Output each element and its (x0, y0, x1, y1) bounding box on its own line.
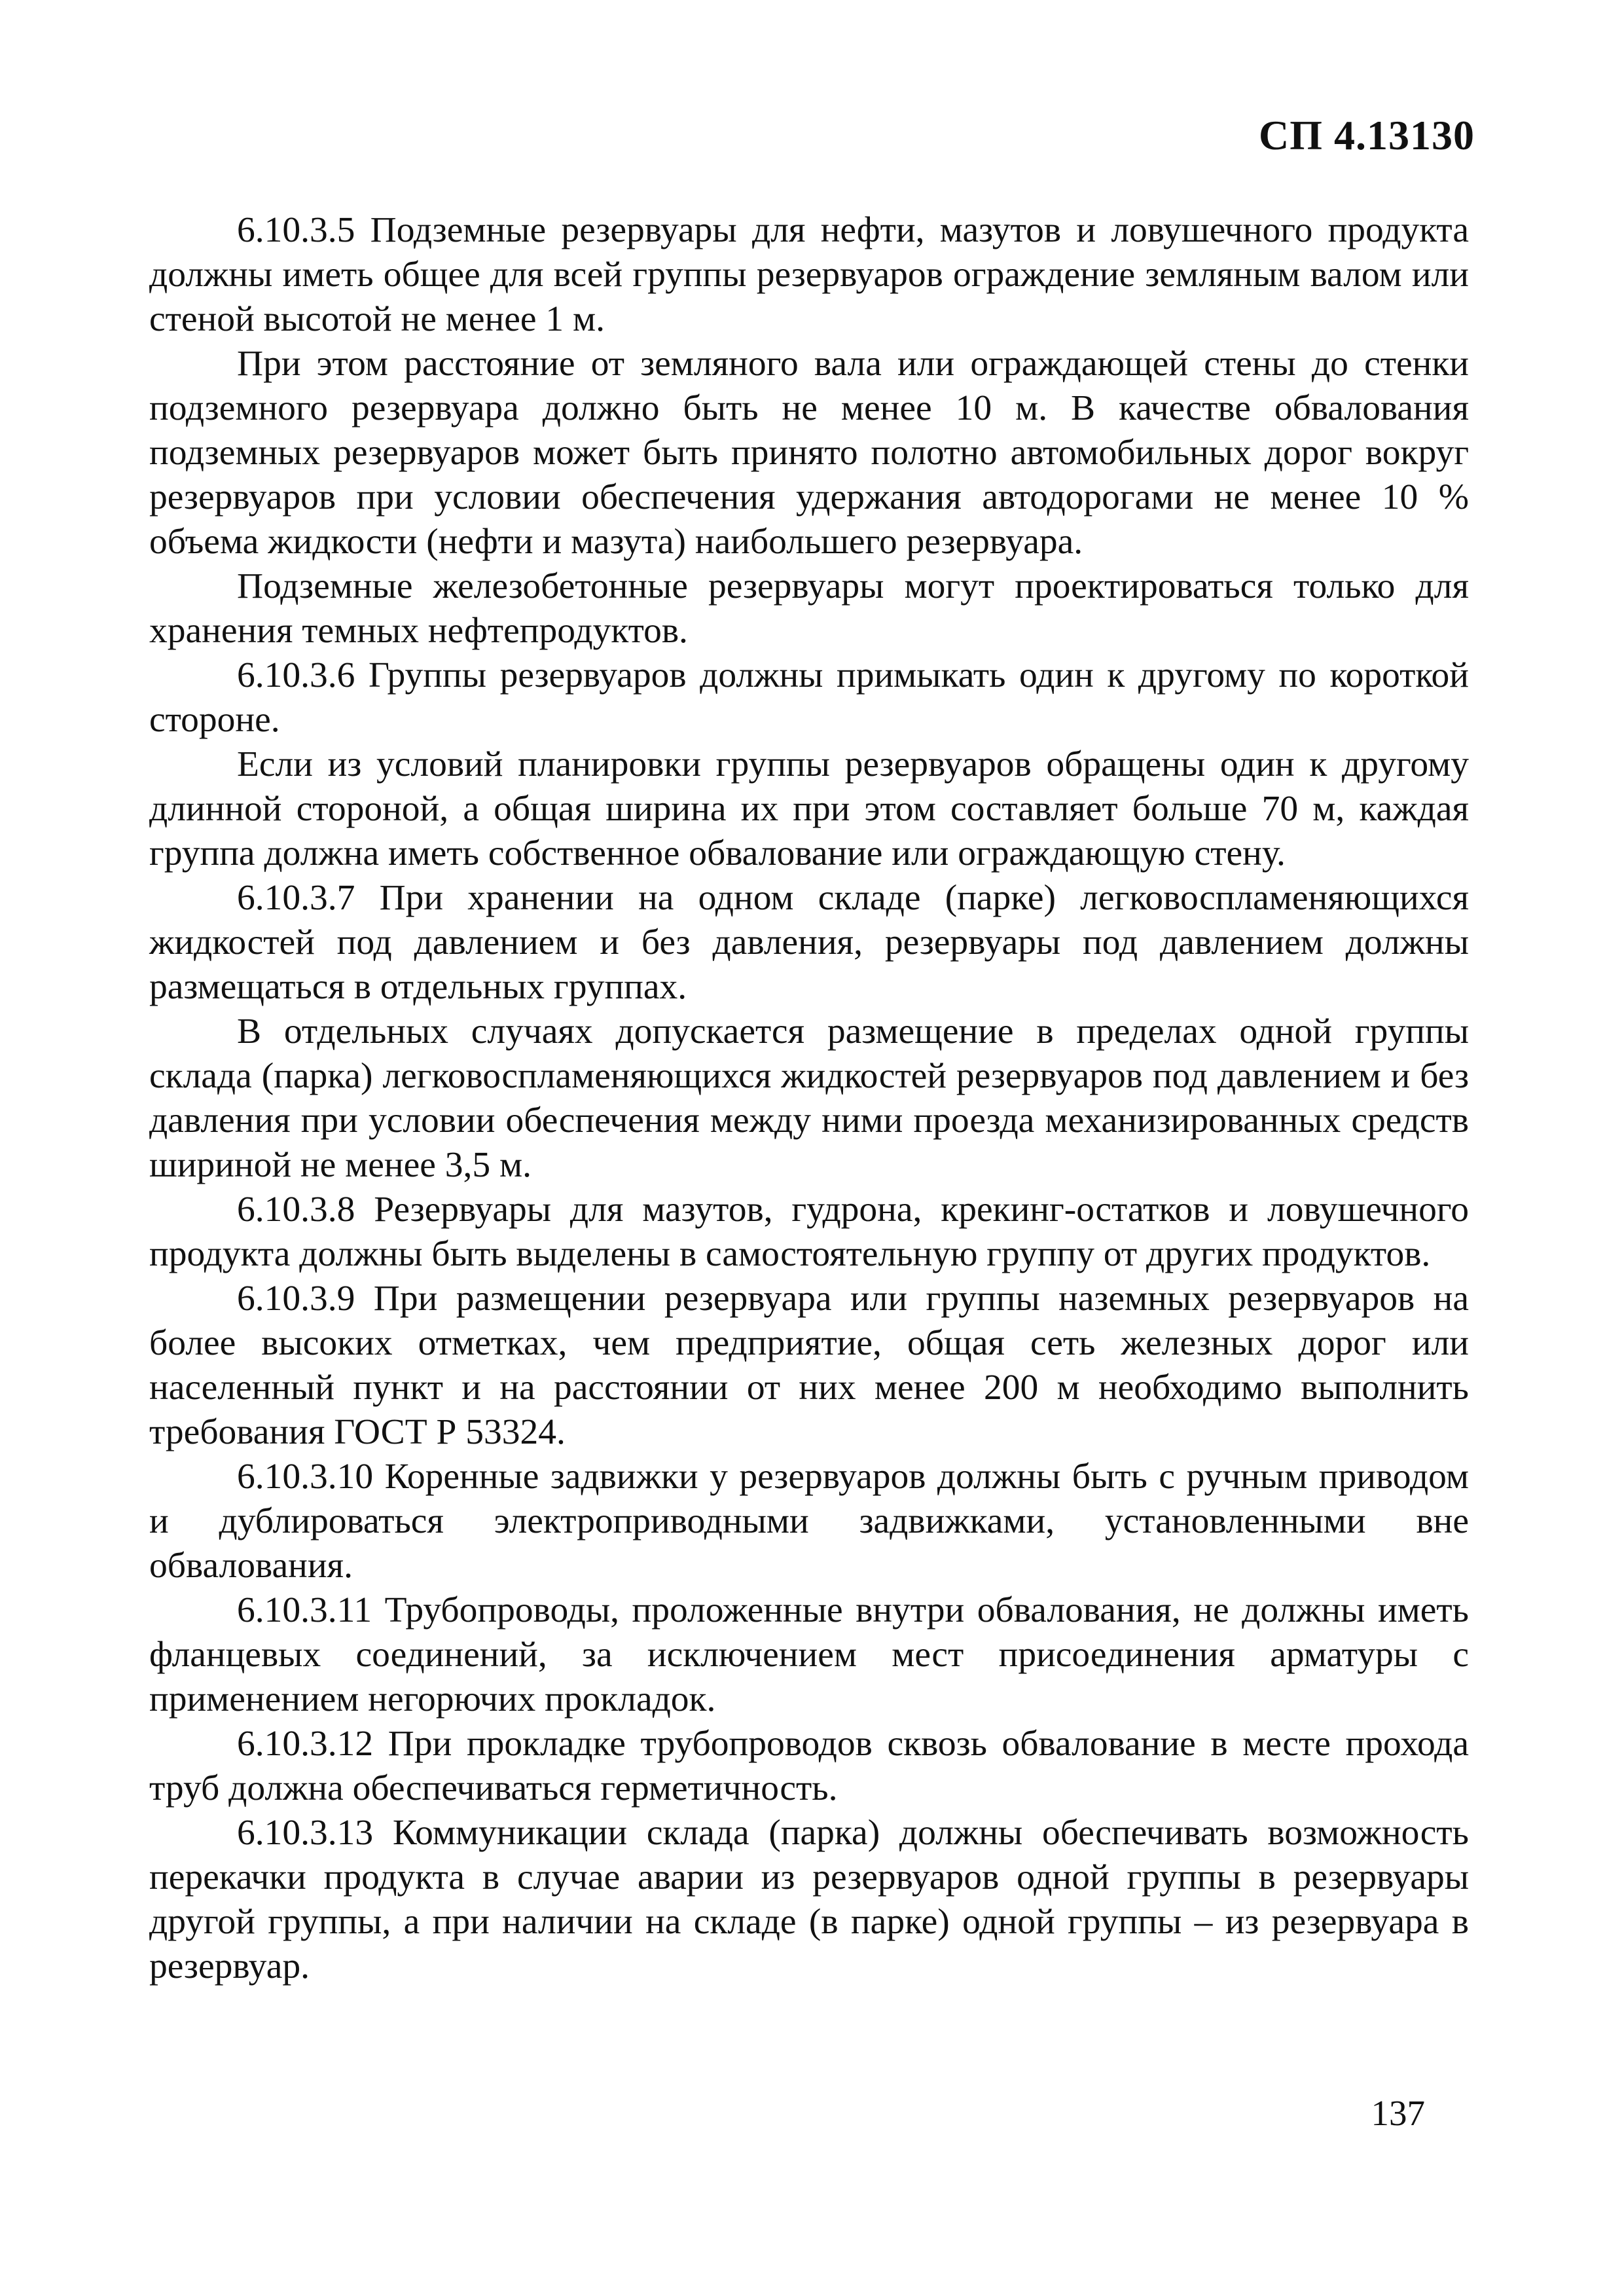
paragraph-group-layout: Если из условий планировки группы резервуаров обращены один к другому длинной стороной, а общая ширина их при этом составляет больше 70 м, каждая группа должна иметь собственное обвалование или ограждающую стену. (149, 744, 1469, 873)
paragraph-6-10-3-8: 6.10.3.8 Резервуары для мазутов, гудрона, крекинг-остатков и ловушечного продукта должны быть выделены в самостоятельную группу от других продуктов. (149, 1190, 1469, 1274)
paragraph-exception-placement: В отдельных случаях допускается размещение в пределах одной группы склада (парка) легковоспламеняющихся жидкостей резервуаров под давлением и без давления при условии обеспечения между ними проезда механизированных средств шириной не менее 3,5 м. (149, 1011, 1469, 1185)
paragraph-6-10-3-10: 6.10.3.10 Коренные задвижки у резервуаров должны быть с ручным приводом и дублироваться электроприводными задвижками, установленными вне обвалования. (149, 1457, 1469, 1586)
document-code: СП 4.13130 (1259, 112, 1475, 158)
paragraph-6-10-3-9: 6.10.3.9 При размещении резервуара или группы наземных резервуаров на более высоких отметках, чем предприятие, общая сеть железных дорог или населенный пункт и на расстоянии от них менее 200 м необходимо выполнить требования ГОСТ Р 53324. (149, 1279, 1469, 1452)
paragraph-6-10-3-12: 6.10.3.12 При прокладке трубопроводов сквозь обвалование в месте прохода труб должна обеспечиваться герметичность. (149, 1724, 1469, 1808)
document-body (149, 208, 1469, 1989)
paragraph-6-10-3-11: 6.10.3.11 Трубопроводы, проложенные внутри обвалования, не должны иметь фланцевых соединений, за исключением мест присоединения арматуры с применением негорючих прокладок. (149, 1590, 1469, 1719)
paragraph-6-10-3-6: 6.10.3.6 Группы резервуаров должны примыкать один к другому по короткой стороне. (149, 655, 1469, 740)
page-number: 137 (1371, 2093, 1425, 2133)
paragraph-concrete-tanks: Подземные железобетонные резервуары могут проектироваться только для хранения темных нефтепродуктов. (149, 566, 1469, 651)
paragraph-6-10-3-13: 6.10.3.13 Коммуникации склада (парка) должны обеспечивать возможность перекачки продукта в случае аварии из резервуаров одной группы в резервуары другой группы, а при наличии на складе (в парке) одной группы – из резервуара в резервуар. (149, 1813, 1469, 1986)
paragraph-6-10-3-7: 6.10.3.7 При хранении на одном складе (парке) легковоспламеняющихся жидкостей под давлением и без давления, резервуары под давлением должны размещаться в отдельных группах. (149, 878, 1469, 1007)
paragraph-distance-rule: При этом расстояние от земляного вала или ограждающей стены до стенки подземного резервуара должно быть не менее 10 м. В качестве обвалования подземных резервуаров может быть принято полотно автомобильных дорог вокруг резервуаров при условии обеспечения удержания автодорогами не менее 10 % объема жидкости (нефти и мазута) наибольшего резервуара. (149, 344, 1469, 562)
paragraph-6-10-3-5: 6.10.3.5 Подземные резервуары для нефти, мазутов и ловушечного продукта должны иметь общее для всей группы резервуаров ограждение земляным валом или стеной высотой не менее 1 м. (149, 210, 1469, 339)
